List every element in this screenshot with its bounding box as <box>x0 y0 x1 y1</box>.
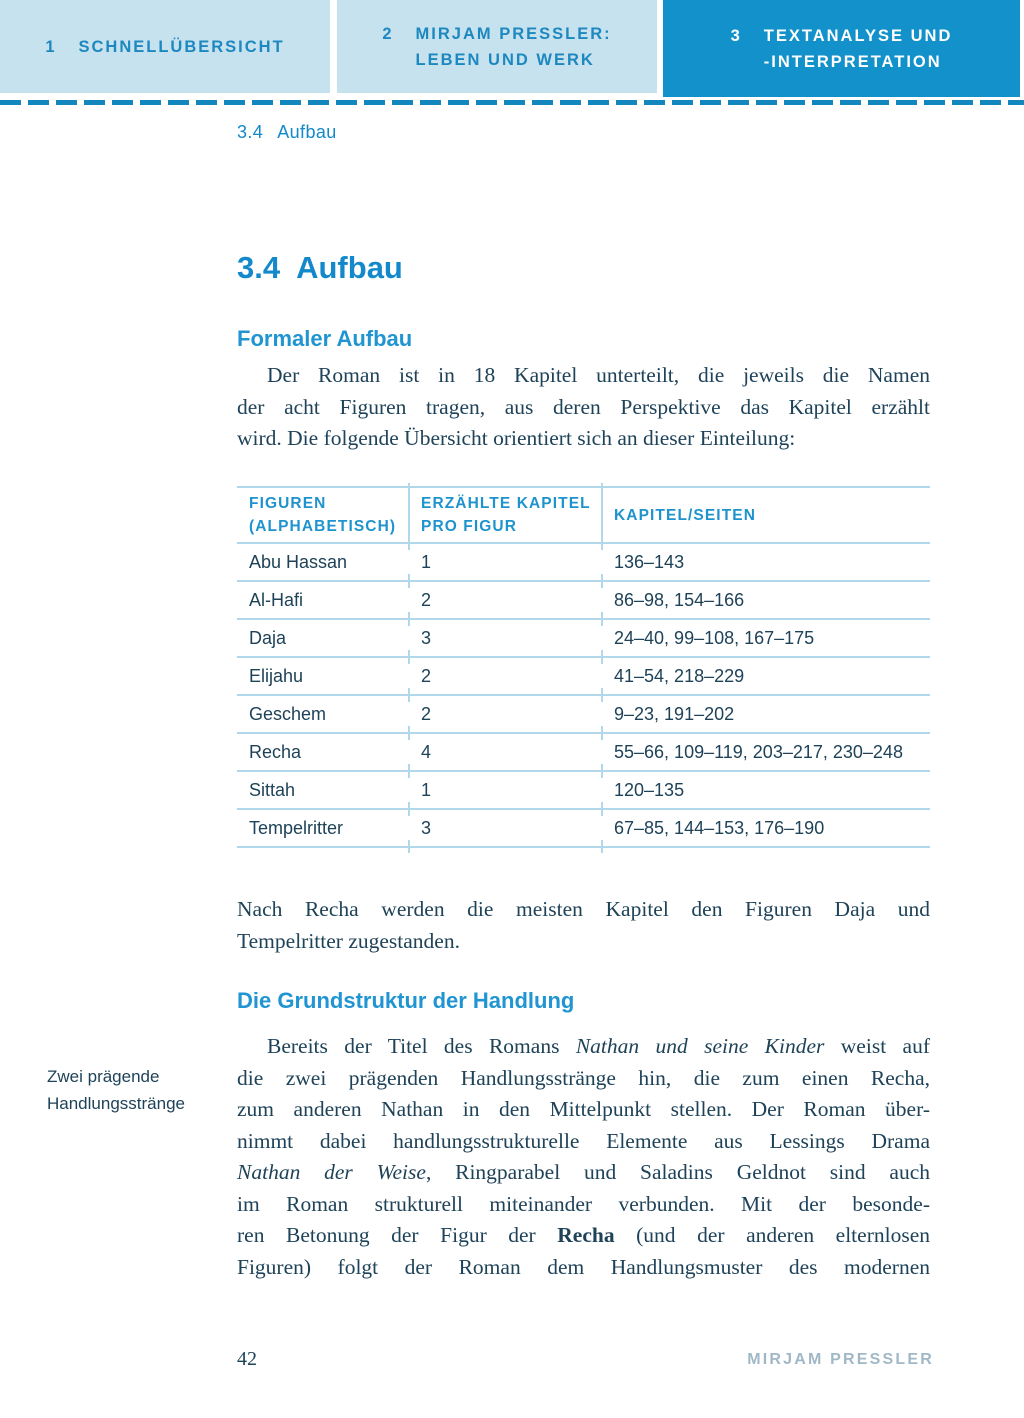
tab-schnelluebersicht[interactable] <box>0 0 330 93</box>
table-cell: Geschem <box>237 695 409 733</box>
tab-label: SCHNELLÜBERSICHT <box>78 37 285 56</box>
table-cell: 2 <box>409 581 602 619</box>
tab-label: LEBEN UND WERK <box>415 50 595 69</box>
margin-note <box>47 1063 185 1117</box>
table-row <box>237 733 930 771</box>
figures-table-body <box>237 543 930 847</box>
column-header: KAPITEL/SEITEN <box>602 487 930 543</box>
figures-table <box>237 486 930 848</box>
figures-table-head <box>237 487 930 543</box>
section-title-grundstruktur: Die Grundstruktur der Handlung <box>237 988 575 1013</box>
table-cell: 2 <box>409 695 602 733</box>
text-line: ren Betonung der Figur der Recha (und der anderen elternlosen <box>237 1223 930 1247</box>
text-line: Nathan der Weise, Ringparabel und Saladins Geldnot sind auch <box>237 1160 930 1184</box>
table-row <box>237 771 930 809</box>
paragraph-after-table <box>237 894 930 957</box>
paragraph-intro <box>237 360 930 455</box>
dashed-divider <box>0 100 1024 105</box>
tab-textanalyse-und-interpretation-active[interactable] <box>663 0 1020 97</box>
text-line: zum anderen Nathan in den Mittelpunkt stellen. Der Roman über- <box>237 1097 930 1121</box>
table-row <box>237 657 930 695</box>
table-cell: 120–135 <box>602 771 930 809</box>
table-cell: 136–143 <box>602 543 930 581</box>
table-cell: 41–54, 218–229 <box>602 657 930 695</box>
table-cell: Tempelritter <box>237 809 409 847</box>
page-title <box>237 250 403 286</box>
table-cell: 4 <box>409 733 602 771</box>
text-line: Figuren) folgt der Roman dem Handlungsmuster des modernen <box>237 1254 930 1279</box>
tab-label: -INTERPRETATION <box>763 52 942 71</box>
paragraph-structure <box>237 1031 930 1283</box>
table-cell: 86–98, 154–166 <box>602 581 930 619</box>
breadcrumb <box>237 122 337 143</box>
text-line: wird. Die folgende Übersicht orientiert sich an dieser Einteilung: <box>237 426 796 450</box>
table-cell: 24–40, 99–108, 167–175 <box>602 619 930 657</box>
text-line: Der Roman ist in 18 Kapitel unterteilt, die jeweils die Namen <box>267 363 930 387</box>
table-cell: Daja <box>237 619 409 657</box>
section-title-formaler-aufbau: Formaler Aufbau <box>237 326 413 351</box>
table-cell: 55–66, 109–119, 203–217, 230–248 <box>602 733 930 771</box>
tab-number: 2 <box>382 24 394 43</box>
table-cell: Elijahu <box>237 657 409 695</box>
page-number: 42 <box>237 1348 257 1370</box>
table-row <box>237 619 930 657</box>
table-cell: 1 <box>409 543 602 581</box>
table-row <box>237 695 930 733</box>
table-cell: Abu Hassan <box>237 543 409 581</box>
page-title-number: 3.4 <box>237 250 281 285</box>
breadcrumb-label: Aufbau <box>277 122 337 142</box>
tab-number: 1 <box>45 37 57 56</box>
text-line: der acht Figuren tragen, aus deren Perspektive das Kapitel erzählt <box>237 394 930 419</box>
text-line: nimmt dabei handlungsstrukturelle Elemente aus Lessings Drama <box>237 1128 930 1153</box>
running-header: MIRJAM PRESSLER <box>747 1351 934 1368</box>
table-cell: 1 <box>409 771 602 809</box>
table-row <box>237 581 930 619</box>
text-line: im Roman strukturell miteinander verbunden. Mit der besonde- <box>237 1191 930 1216</box>
table-cell: 3 <box>409 619 602 657</box>
tab-mirjam-pressler-leben-und-werk[interactable] <box>337 0 657 93</box>
table-cell: 3 <box>409 809 602 847</box>
tab-label: TEXTANALYSE UND <box>763 26 953 45</box>
table-cell: 67–85, 144–153, 176–190 <box>602 809 930 847</box>
chapter-tabs <box>0 0 1024 97</box>
table-row <box>237 543 930 581</box>
table-row <box>237 809 930 847</box>
page-title-label: Aufbau <box>296 250 403 285</box>
tab-label: MIRJAM PRESSLER: <box>415 24 612 43</box>
column-header: ERZÄHLTE KAPITEL PRO FIGUR <box>409 487 602 543</box>
table-cell: 9–23, 191–202 <box>602 695 930 733</box>
text-line: die zwei prägenden Handlungsstränge hin, die zum einen Recha, <box>237 1065 930 1090</box>
text-line: Nach Recha werden die meisten Kapitel den Figuren Daja und <box>237 897 930 921</box>
margin-note-line: Handlungsstränge <box>47 1094 185 1113</box>
text-line: Tempelritter zugestanden. <box>237 928 460 953</box>
table-header-row <box>237 487 930 543</box>
table-cell: Sittah <box>237 771 409 809</box>
table-cell: 2 <box>409 657 602 695</box>
breadcrumb-number: 3.4 <box>237 122 264 142</box>
column-header: FIGUREN (ALPHABETISCH) <box>237 487 409 543</box>
margin-note-line: Zwei prägende <box>47 1067 160 1086</box>
table-cell: Recha <box>237 733 409 771</box>
table-cell: Al-Hafi <box>237 581 409 619</box>
tab-number: 3 <box>730 26 742 45</box>
text-line: Bereits der Titel des Romans Nathan und seine Kinder weist auf <box>267 1034 930 1058</box>
